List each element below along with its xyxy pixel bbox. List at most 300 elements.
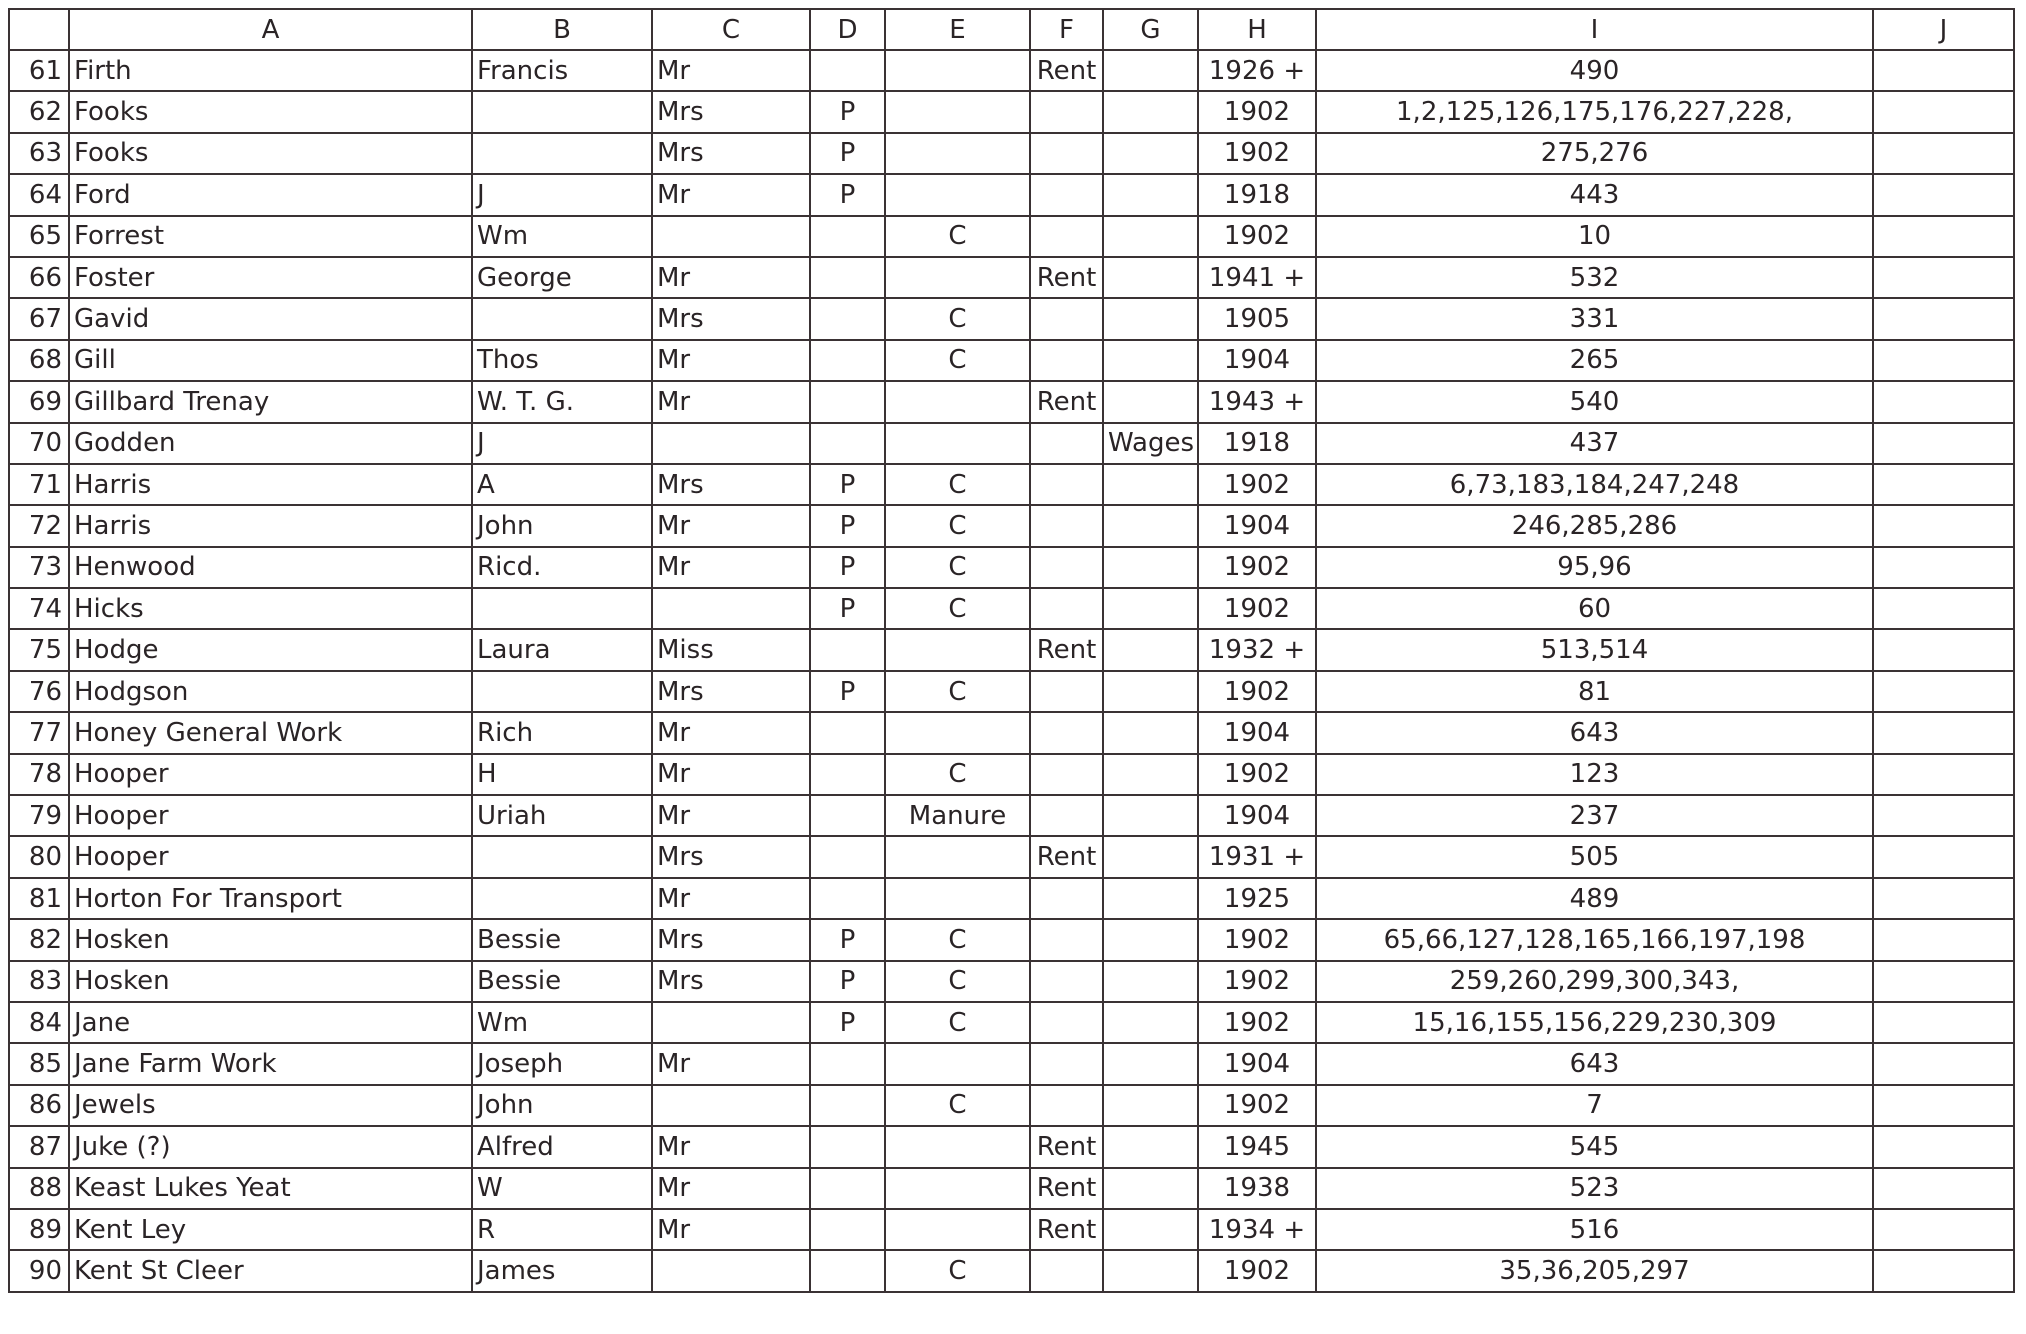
cell-h[interactable]: 1904 bbox=[1198, 505, 1316, 546]
cell-b[interactable]: H bbox=[472, 754, 652, 795]
cell-h[interactable]: 1902 bbox=[1198, 216, 1316, 257]
cell-a[interactable]: Hooper bbox=[69, 836, 472, 877]
cell-g[interactable] bbox=[1103, 381, 1198, 422]
cell-a[interactable]: Hooper bbox=[69, 754, 472, 795]
cell-i[interactable]: 1,2,125,126,175,176,227,228, bbox=[1316, 91, 1873, 132]
select-all-corner[interactable] bbox=[9, 9, 69, 50]
cell-a[interactable]: Hodge bbox=[69, 629, 472, 670]
cell-d[interactable] bbox=[810, 712, 885, 753]
row-header[interactable]: 65 bbox=[9, 216, 69, 257]
cell-a[interactable]: Firth bbox=[69, 50, 472, 91]
cell-i[interactable]: 123 bbox=[1316, 754, 1873, 795]
cell-d[interactable] bbox=[810, 423, 885, 464]
column-header-e[interactable]: E bbox=[885, 9, 1030, 50]
row-header[interactable]: 67 bbox=[9, 298, 69, 339]
cell-i[interactable]: 505 bbox=[1316, 836, 1873, 877]
cell-e[interactable]: C bbox=[885, 298, 1030, 339]
cell-g[interactable] bbox=[1103, 754, 1198, 795]
cell-j[interactable] bbox=[1873, 961, 2014, 1002]
cell-h[interactable]: 1902 bbox=[1198, 754, 1316, 795]
cell-a[interactable]: Henwood bbox=[69, 547, 472, 588]
cell-h[interactable]: 1905 bbox=[1198, 298, 1316, 339]
cell-a[interactable]: Fooks bbox=[69, 91, 472, 132]
cell-a[interactable]: Gavid bbox=[69, 298, 472, 339]
cell-c[interactable]: Mr bbox=[652, 712, 810, 753]
cell-g[interactable] bbox=[1103, 836, 1198, 877]
row-header[interactable]: 79 bbox=[9, 795, 69, 836]
cell-f[interactable] bbox=[1030, 961, 1103, 1002]
cell-i[interactable]: 516 bbox=[1316, 1209, 1873, 1250]
cell-c[interactable] bbox=[652, 1002, 810, 1043]
cell-i[interactable]: 643 bbox=[1316, 712, 1873, 753]
cell-j[interactable] bbox=[1873, 91, 2014, 132]
cell-b[interactable]: Wm bbox=[472, 216, 652, 257]
cell-j[interactable] bbox=[1873, 836, 2014, 877]
cell-b[interactable]: J bbox=[472, 423, 652, 464]
cell-i[interactable]: 60 bbox=[1316, 588, 1873, 629]
cell-a[interactable]: Kent Ley bbox=[69, 1209, 472, 1250]
cell-j[interactable] bbox=[1873, 1209, 2014, 1250]
cell-f[interactable]: Rent bbox=[1030, 381, 1103, 422]
cell-a[interactable]: Honey General Work bbox=[69, 712, 472, 753]
cell-e[interactable]: C bbox=[885, 588, 1030, 629]
column-header-b[interactable]: B bbox=[472, 9, 652, 50]
cell-e[interactable]: C bbox=[885, 505, 1030, 546]
cell-c[interactable]: Mrs bbox=[652, 298, 810, 339]
cell-e[interactable]: C bbox=[885, 1085, 1030, 1126]
cell-g[interactable] bbox=[1103, 629, 1198, 670]
cell-a[interactable]: Forrest bbox=[69, 216, 472, 257]
cell-g[interactable] bbox=[1103, 588, 1198, 629]
cell-g[interactable] bbox=[1103, 50, 1198, 91]
cell-b[interactable]: Bessie bbox=[472, 961, 652, 1002]
cell-e[interactable] bbox=[885, 878, 1030, 919]
cell-g[interactable] bbox=[1103, 795, 1198, 836]
cell-a[interactable]: Ford bbox=[69, 174, 472, 215]
cell-g[interactable] bbox=[1103, 298, 1198, 339]
cell-h[interactable]: 1902 bbox=[1198, 588, 1316, 629]
row-header[interactable]: 90 bbox=[9, 1250, 69, 1291]
row-header[interactable]: 85 bbox=[9, 1043, 69, 1084]
cell-b[interactable] bbox=[472, 671, 652, 712]
cell-d[interactable] bbox=[810, 795, 885, 836]
cell-j[interactable] bbox=[1873, 1126, 2014, 1167]
cell-e[interactable] bbox=[885, 381, 1030, 422]
cell-b[interactable] bbox=[472, 588, 652, 629]
cell-i[interactable]: 35,36,205,297 bbox=[1316, 1250, 1873, 1291]
cell-j[interactable] bbox=[1873, 133, 2014, 174]
cell-d[interactable] bbox=[810, 216, 885, 257]
cell-e[interactable] bbox=[885, 91, 1030, 132]
cell-j[interactable] bbox=[1873, 1250, 2014, 1291]
cell-a[interactable]: Jewels bbox=[69, 1085, 472, 1126]
cell-h[interactable]: 1902 bbox=[1198, 1002, 1316, 1043]
cell-b[interactable]: Joseph bbox=[472, 1043, 652, 1084]
cell-c[interactable]: Mr bbox=[652, 1168, 810, 1209]
cell-i[interactable]: 545 bbox=[1316, 1126, 1873, 1167]
cell-h[interactable]: 1934 + bbox=[1198, 1209, 1316, 1250]
column-header-i[interactable]: I bbox=[1316, 9, 1873, 50]
cell-j[interactable] bbox=[1873, 629, 2014, 670]
cell-f[interactable] bbox=[1030, 671, 1103, 712]
cell-g[interactable] bbox=[1103, 1209, 1198, 1250]
cell-c[interactable]: Mr bbox=[652, 174, 810, 215]
cell-d[interactable] bbox=[810, 836, 885, 877]
cell-i[interactable]: 265 bbox=[1316, 340, 1873, 381]
cell-c[interactable]: Mr bbox=[652, 340, 810, 381]
cell-f[interactable] bbox=[1030, 174, 1103, 215]
cell-b[interactable] bbox=[472, 91, 652, 132]
column-header-g[interactable]: G bbox=[1103, 9, 1198, 50]
cell-e[interactable] bbox=[885, 836, 1030, 877]
cell-c[interactable]: Mr bbox=[652, 878, 810, 919]
cell-b[interactable]: J bbox=[472, 174, 652, 215]
cell-i[interactable]: 246,285,286 bbox=[1316, 505, 1873, 546]
cell-j[interactable] bbox=[1873, 547, 2014, 588]
cell-b[interactable]: R bbox=[472, 1209, 652, 1250]
row-header[interactable]: 73 bbox=[9, 547, 69, 588]
cell-f[interactable] bbox=[1030, 1002, 1103, 1043]
row-header[interactable]: 68 bbox=[9, 340, 69, 381]
cell-e[interactable] bbox=[885, 174, 1030, 215]
cell-j[interactable] bbox=[1873, 1002, 2014, 1043]
cell-h[interactable]: 1941 + bbox=[1198, 257, 1316, 298]
cell-c[interactable]: Mr bbox=[652, 381, 810, 422]
row-header[interactable]: 82 bbox=[9, 919, 69, 960]
cell-f[interactable]: Rent bbox=[1030, 50, 1103, 91]
cell-e[interactable] bbox=[885, 133, 1030, 174]
cell-d[interactable]: P bbox=[810, 919, 885, 960]
cell-f[interactable] bbox=[1030, 505, 1103, 546]
cell-f[interactable] bbox=[1030, 795, 1103, 836]
cell-h[interactable]: 1902 bbox=[1198, 1085, 1316, 1126]
cell-g[interactable] bbox=[1103, 961, 1198, 1002]
cell-i[interactable]: 523 bbox=[1316, 1168, 1873, 1209]
cell-h[interactable]: 1945 bbox=[1198, 1126, 1316, 1167]
cell-h[interactable]: 1902 bbox=[1198, 133, 1316, 174]
cell-a[interactable]: Jane bbox=[69, 1002, 472, 1043]
cell-b[interactable]: Bessie bbox=[472, 919, 652, 960]
cell-e[interactable] bbox=[885, 50, 1030, 91]
cell-j[interactable] bbox=[1873, 216, 2014, 257]
cell-i[interactable]: 10 bbox=[1316, 216, 1873, 257]
cell-e[interactable]: C bbox=[885, 216, 1030, 257]
cell-h[interactable]: 1902 bbox=[1198, 547, 1316, 588]
cell-c[interactable] bbox=[652, 216, 810, 257]
cell-f[interactable] bbox=[1030, 91, 1103, 132]
cell-a[interactable]: Hodgson bbox=[69, 671, 472, 712]
cell-i[interactable]: 6,73,183,184,247,248 bbox=[1316, 464, 1873, 505]
cell-i[interactable]: 15,16,155,156,229,230,309 bbox=[1316, 1002, 1873, 1043]
row-header[interactable]: 78 bbox=[9, 754, 69, 795]
cell-c[interactable]: Miss bbox=[652, 629, 810, 670]
cell-i[interactable]: 95,96 bbox=[1316, 547, 1873, 588]
row-header[interactable]: 83 bbox=[9, 961, 69, 1002]
cell-a[interactable]: Harris bbox=[69, 505, 472, 546]
cell-d[interactable] bbox=[810, 1168, 885, 1209]
cell-a[interactable]: Godden bbox=[69, 423, 472, 464]
row-header[interactable]: 81 bbox=[9, 878, 69, 919]
cell-f[interactable] bbox=[1030, 423, 1103, 464]
cell-i[interactable]: 540 bbox=[1316, 381, 1873, 422]
row-header[interactable]: 88 bbox=[9, 1168, 69, 1209]
cell-d[interactable] bbox=[810, 754, 885, 795]
cell-i[interactable]: 275,276 bbox=[1316, 133, 1873, 174]
cell-b[interactable] bbox=[472, 298, 652, 339]
cell-g[interactable] bbox=[1103, 1250, 1198, 1291]
cell-f[interactable] bbox=[1030, 919, 1103, 960]
cell-c[interactable]: Mrs bbox=[652, 133, 810, 174]
cell-h[interactable]: 1918 bbox=[1198, 423, 1316, 464]
cell-j[interactable] bbox=[1873, 50, 2014, 91]
row-header[interactable]: 77 bbox=[9, 712, 69, 753]
cell-c[interactable]: Mr bbox=[652, 754, 810, 795]
cell-b[interactable]: W. T. G. bbox=[472, 381, 652, 422]
cell-b[interactable] bbox=[472, 133, 652, 174]
cell-c[interactable] bbox=[652, 423, 810, 464]
cell-i[interactable]: 237 bbox=[1316, 795, 1873, 836]
cell-a[interactable]: Horton For Transport bbox=[69, 878, 472, 919]
cell-j[interactable] bbox=[1873, 671, 2014, 712]
cell-f[interactable]: Rent bbox=[1030, 257, 1103, 298]
cell-h[interactable]: 1904 bbox=[1198, 340, 1316, 381]
cell-a[interactable]: Fooks bbox=[69, 133, 472, 174]
cell-b[interactable]: Ricd. bbox=[472, 547, 652, 588]
cell-a[interactable]: Gillbard Trenay bbox=[69, 381, 472, 422]
cell-d[interactable]: P bbox=[810, 464, 885, 505]
row-header[interactable]: 84 bbox=[9, 1002, 69, 1043]
column-header-j[interactable]: J bbox=[1873, 9, 2014, 50]
cell-g[interactable] bbox=[1103, 464, 1198, 505]
cell-b[interactable]: Rich bbox=[472, 712, 652, 753]
cell-d[interactable] bbox=[810, 878, 885, 919]
row-header[interactable]: 80 bbox=[9, 836, 69, 877]
row-header[interactable]: 61 bbox=[9, 50, 69, 91]
cell-j[interactable] bbox=[1873, 588, 2014, 629]
row-header[interactable]: 64 bbox=[9, 174, 69, 215]
cell-f[interactable] bbox=[1030, 464, 1103, 505]
row-header[interactable]: 66 bbox=[9, 257, 69, 298]
cell-c[interactable] bbox=[652, 588, 810, 629]
cell-d[interactable]: P bbox=[810, 1002, 885, 1043]
row-header[interactable]: 89 bbox=[9, 1209, 69, 1250]
cell-g[interactable] bbox=[1103, 174, 1198, 215]
cell-g[interactable] bbox=[1103, 919, 1198, 960]
cell-c[interactable] bbox=[652, 1085, 810, 1126]
cell-b[interactable] bbox=[472, 878, 652, 919]
cell-f[interactable] bbox=[1030, 754, 1103, 795]
row-header[interactable]: 74 bbox=[9, 588, 69, 629]
cell-i[interactable]: 490 bbox=[1316, 50, 1873, 91]
cell-g[interactable] bbox=[1103, 1002, 1198, 1043]
cell-h[interactable]: 1925 bbox=[1198, 878, 1316, 919]
cell-a[interactable]: Kent St Cleer bbox=[69, 1250, 472, 1291]
cell-c[interactable]: Mrs bbox=[652, 919, 810, 960]
cell-d[interactable]: P bbox=[810, 91, 885, 132]
cell-h[interactable]: 1931 + bbox=[1198, 836, 1316, 877]
cell-a[interactable]: Juke (?) bbox=[69, 1126, 472, 1167]
cell-d[interactable]: P bbox=[810, 174, 885, 215]
cell-i[interactable]: 331 bbox=[1316, 298, 1873, 339]
cell-i[interactable]: 259,260,299,300,343, bbox=[1316, 961, 1873, 1002]
row-header[interactable]: 69 bbox=[9, 381, 69, 422]
cell-a[interactable]: Hicks bbox=[69, 588, 472, 629]
cell-g[interactable] bbox=[1103, 671, 1198, 712]
cell-h[interactable]: 1932 + bbox=[1198, 629, 1316, 670]
cell-a[interactable]: Hosken bbox=[69, 961, 472, 1002]
cell-a[interactable]: Jane Farm Work bbox=[69, 1043, 472, 1084]
cell-b[interactable]: Francis bbox=[472, 50, 652, 91]
cell-d[interactable]: P bbox=[810, 588, 885, 629]
cell-g[interactable] bbox=[1103, 1085, 1198, 1126]
cell-c[interactable]: Mr bbox=[652, 257, 810, 298]
column-header-a[interactable]: A bbox=[69, 9, 472, 50]
cell-a[interactable]: Harris bbox=[69, 464, 472, 505]
cell-b[interactable]: Thos bbox=[472, 340, 652, 381]
cell-g[interactable] bbox=[1103, 133, 1198, 174]
cell-d[interactable] bbox=[810, 298, 885, 339]
cell-h[interactable]: 1902 bbox=[1198, 464, 1316, 505]
cell-h[interactable]: 1902 bbox=[1198, 671, 1316, 712]
cell-b[interactable]: John bbox=[472, 1085, 652, 1126]
row-header[interactable]: 62 bbox=[9, 91, 69, 132]
cell-f[interactable] bbox=[1030, 133, 1103, 174]
cell-b[interactable]: Laura bbox=[472, 629, 652, 670]
cell-e[interactable]: C bbox=[885, 340, 1030, 381]
cell-f[interactable]: Rent bbox=[1030, 1126, 1103, 1167]
cell-h[interactable]: 1902 bbox=[1198, 919, 1316, 960]
cell-j[interactable] bbox=[1873, 712, 2014, 753]
cell-b[interactable]: James bbox=[472, 1250, 652, 1291]
cell-i[interactable]: 437 bbox=[1316, 423, 1873, 464]
cell-f[interactable] bbox=[1030, 340, 1103, 381]
cell-a[interactable]: Keast Lukes Yeat bbox=[69, 1168, 472, 1209]
cell-j[interactable] bbox=[1873, 505, 2014, 546]
cell-e[interactable] bbox=[885, 1043, 1030, 1084]
cell-b[interactable]: W bbox=[472, 1168, 652, 1209]
cell-j[interactable] bbox=[1873, 423, 2014, 464]
cell-d[interactable]: P bbox=[810, 505, 885, 546]
cell-b[interactable]: Alfred bbox=[472, 1126, 652, 1167]
cell-g[interactable] bbox=[1103, 1043, 1198, 1084]
cell-j[interactable] bbox=[1873, 381, 2014, 422]
cell-h[interactable]: 1938 bbox=[1198, 1168, 1316, 1209]
cell-b[interactable]: John bbox=[472, 505, 652, 546]
cell-e[interactable] bbox=[885, 712, 1030, 753]
cell-c[interactable]: Mr bbox=[652, 795, 810, 836]
cell-g[interactable] bbox=[1103, 1126, 1198, 1167]
cell-j[interactable] bbox=[1873, 919, 2014, 960]
cell-d[interactable]: P bbox=[810, 671, 885, 712]
cell-j[interactable] bbox=[1873, 174, 2014, 215]
row-header[interactable]: 72 bbox=[9, 505, 69, 546]
cell-c[interactable]: Mrs bbox=[652, 961, 810, 1002]
cell-i[interactable]: 81 bbox=[1316, 671, 1873, 712]
cell-g[interactable] bbox=[1103, 547, 1198, 588]
cell-c[interactable] bbox=[652, 1250, 810, 1291]
cell-e[interactable] bbox=[885, 1168, 1030, 1209]
cell-c[interactable]: Mrs bbox=[652, 464, 810, 505]
cell-i[interactable]: 7 bbox=[1316, 1085, 1873, 1126]
cell-f[interactable]: Rent bbox=[1030, 1209, 1103, 1250]
cell-e[interactable]: C bbox=[885, 919, 1030, 960]
cell-d[interactable] bbox=[810, 1043, 885, 1084]
cell-j[interactable] bbox=[1873, 340, 2014, 381]
cell-d[interactable]: P bbox=[810, 547, 885, 588]
cell-d[interactable]: P bbox=[810, 133, 885, 174]
row-header[interactable]: 75 bbox=[9, 629, 69, 670]
cell-d[interactable] bbox=[810, 340, 885, 381]
cell-e[interactable]: C bbox=[885, 671, 1030, 712]
cell-j[interactable] bbox=[1873, 754, 2014, 795]
cell-e[interactable]: C bbox=[885, 1250, 1030, 1291]
cell-e[interactable]: C bbox=[885, 1002, 1030, 1043]
cell-a[interactable]: Foster bbox=[69, 257, 472, 298]
cell-a[interactable]: Hooper bbox=[69, 795, 472, 836]
cell-e[interactable]: C bbox=[885, 754, 1030, 795]
cell-d[interactable] bbox=[810, 1085, 885, 1126]
cell-f[interactable] bbox=[1030, 298, 1103, 339]
cell-h[interactable]: 1904 bbox=[1198, 795, 1316, 836]
cell-b[interactable]: Wm bbox=[472, 1002, 652, 1043]
row-header[interactable]: 71 bbox=[9, 464, 69, 505]
cell-g[interactable]: Wages bbox=[1103, 423, 1198, 464]
cell-e[interactable]: C bbox=[885, 961, 1030, 1002]
cell-c[interactable]: Mrs bbox=[652, 836, 810, 877]
cell-h[interactable]: 1902 bbox=[1198, 1250, 1316, 1291]
cell-j[interactable] bbox=[1873, 1168, 2014, 1209]
cell-j[interactable] bbox=[1873, 464, 2014, 505]
cell-f[interactable] bbox=[1030, 588, 1103, 629]
cell-g[interactable] bbox=[1103, 91, 1198, 132]
cell-d[interactable]: P bbox=[810, 961, 885, 1002]
cell-h[interactable]: 1904 bbox=[1198, 712, 1316, 753]
cell-f[interactable] bbox=[1030, 878, 1103, 919]
cell-g[interactable] bbox=[1103, 712, 1198, 753]
cell-c[interactable]: Mr bbox=[652, 505, 810, 546]
cell-i[interactable]: 643 bbox=[1316, 1043, 1873, 1084]
cell-d[interactable] bbox=[810, 1250, 885, 1291]
cell-i[interactable]: 65,66,127,128,165,166,197,198 bbox=[1316, 919, 1873, 960]
cell-f[interactable]: Rent bbox=[1030, 1168, 1103, 1209]
cell-d[interactable] bbox=[810, 1126, 885, 1167]
cell-h[interactable]: 1902 bbox=[1198, 91, 1316, 132]
cell-g[interactable] bbox=[1103, 1168, 1198, 1209]
cell-b[interactable]: George bbox=[472, 257, 652, 298]
cell-j[interactable] bbox=[1873, 1085, 2014, 1126]
cell-f[interactable] bbox=[1030, 1250, 1103, 1291]
cell-f[interactable] bbox=[1030, 216, 1103, 257]
cell-h[interactable]: 1926 + bbox=[1198, 50, 1316, 91]
cell-j[interactable] bbox=[1873, 257, 2014, 298]
cell-c[interactable]: Mr bbox=[652, 547, 810, 588]
cell-i[interactable]: 489 bbox=[1316, 878, 1873, 919]
cell-f[interactable] bbox=[1030, 712, 1103, 753]
cell-d[interactable] bbox=[810, 257, 885, 298]
cell-b[interactable]: A bbox=[472, 464, 652, 505]
cell-h[interactable]: 1943 + bbox=[1198, 381, 1316, 422]
cell-a[interactable]: Hosken bbox=[69, 919, 472, 960]
cell-c[interactable]: Mr bbox=[652, 50, 810, 91]
cell-e[interactable] bbox=[885, 1126, 1030, 1167]
cell-c[interactable]: Mrs bbox=[652, 91, 810, 132]
cell-f[interactable]: Rent bbox=[1030, 836, 1103, 877]
cell-j[interactable] bbox=[1873, 298, 2014, 339]
cell-d[interactable] bbox=[810, 50, 885, 91]
cell-f[interactable]: Rent bbox=[1030, 629, 1103, 670]
column-header-f[interactable]: F bbox=[1030, 9, 1103, 50]
cell-g[interactable] bbox=[1103, 257, 1198, 298]
